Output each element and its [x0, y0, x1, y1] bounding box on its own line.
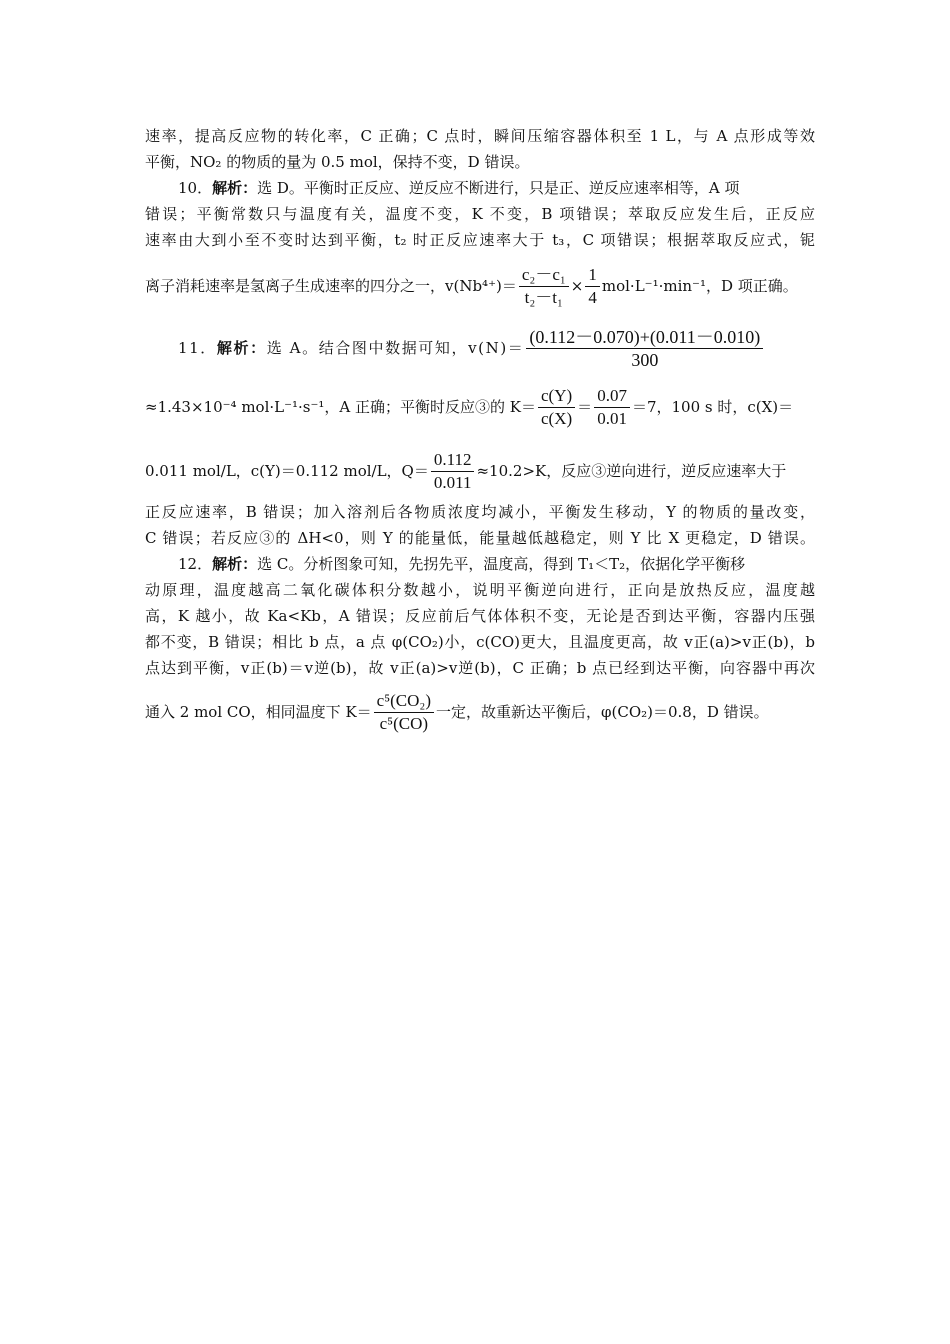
p11-line-1 — [178, 322, 815, 374]
times-sign: × — [570, 277, 584, 295]
quarter-numerator: 1 — [585, 264, 600, 287]
k-value-fraction — [594, 385, 630, 430]
p11-line-3 — [145, 444, 815, 498]
p12-line-2: 动原理，温度越高二氧化碳体积分数越小，说明平衡逆向进行，正向是放热反应，温度越 — [145, 581, 815, 599]
p10-text-1: 选 D。平衡时正反应、逆反应不断进行，只是正、逆反应速率相等，A 项 — [257, 179, 740, 197]
vn-fraction-denominator: 300 — [631, 349, 659, 370]
p12-line-5: 点达到平衡，v正(b)＝v逆(b)，故 v正(a)>v逆(b)，C 正确；b 点已经到达平衡，向容器中再次 — [145, 659, 815, 677]
k-fraction-denominator: c(X) — [541, 408, 573, 428]
vn-fraction — [526, 326, 763, 371]
p11-line-2 — [145, 380, 815, 434]
q-fraction-denominator: 0.011 — [433, 472, 472, 492]
k-co-denominator: c⁵(CO) — [379, 713, 429, 733]
p11-number: 11． — [178, 339, 217, 357]
rate-fraction-denominator: t₂－t₁ — [524, 287, 563, 307]
k-co-numerator: c⁵(CO₂) — [374, 690, 434, 713]
rate-fraction — [519, 264, 569, 309]
p11-text-1: 选 A。结合图中数据可知，v(N)＝ — [266, 339, 525, 357]
p11-text-3a: 0.011 mol/L，c(Y)＝0.112 mol/L，Q＝ — [145, 462, 429, 480]
p12-text-6a: 通入 2 mol CO，相同温度下 K＝ — [145, 703, 372, 721]
p12-text-6b: 一定，故重新达平衡后，φ(CO₂)＝0.8，D 错误。 — [436, 703, 769, 721]
p12-number: 12． — [178, 555, 213, 573]
p11-text-3b: ≈10.2>K，反应③逆向进行，逆反应速率大于 — [476, 462, 787, 480]
p11-text-2b: ＝7，100 s 时，c(X)＝ — [631, 398, 794, 416]
p12-text-1: 选 C。分析图象可知，先拐先平，温度高，得到 T₁＜T₂，依据化学平衡移 — [257, 555, 746, 573]
p9-line-2: 平衡，NO₂ 的物质的量为 0.5 mol，保持不变，D 错误。 — [145, 153, 530, 171]
p10-line-3: 速率由大到小至不变时达到平衡，t₂ 时正反应速率大于 t₃，C 项错误；根据萃取反应式，铌 — [145, 231, 815, 249]
p10-text-4b: mol·L⁻¹·min⁻¹，D 项正确。 — [601, 277, 798, 295]
p10-label: 解析： — [212, 179, 258, 197]
p10-line-4 — [145, 258, 815, 314]
p12-line-1 — [178, 554, 815, 574]
p10-line-1 — [178, 178, 815, 198]
equals-sign: ＝ — [577, 398, 593, 416]
p11-line-4: 正反应速率，B 错误；加入溶剂后各物质浓度均减小，平衡发生移动，Y 的物质的量改变， — [145, 503, 815, 521]
k-fraction-numerator: c(Y) — [538, 385, 575, 408]
p9-line-1: 速率，提高反应物的转化率，C 正确；C 点时，瞬间压缩容器体积至 1 L，与 A 点形成等效 — [145, 127, 815, 145]
rate-fraction-numerator: c₂－c₁ — [519, 264, 569, 287]
p10-text-4a: 离子消耗速率是氢离子生成速率的四分之一，v(Nb⁴⁺)＝ — [145, 277, 517, 295]
p10-number: 10． — [178, 179, 213, 197]
p11-label: 解析： — [216, 339, 267, 357]
quarter-fraction — [585, 264, 600, 309]
p12-line-3: 高，K 越小，故 Ka<Kb，A 错误；反应前后气体体积不变，无论是否到达平衡，容器内压强 — [145, 607, 815, 625]
q-fraction-numerator: 0.112 — [431, 449, 475, 472]
quarter-denominator: 4 — [588, 287, 597, 307]
p12-line-4: 都不变，B 错误；相比 b 点，a 点 φ(CO₂)小，c(CO)更大，且温度更高，故 v正(a)>v正(b)，b — [145, 633, 815, 651]
p12-label: 解析： — [212, 555, 258, 573]
k-value-denominator: 0.01 — [597, 408, 627, 428]
p11-text-2a: ≈1.43×10⁻⁴ mol·L⁻¹·s⁻¹，A 正确；平衡时反应③的 K＝ — [145, 398, 537, 416]
k-value-numerator: 0.07 — [594, 385, 630, 408]
vn-fraction-numerator: (0.112－0.070)+(0.011－0.010) — [526, 326, 763, 349]
q-fraction — [431, 449, 475, 494]
k-fraction — [538, 385, 575, 430]
k-co-fraction — [374, 690, 434, 735]
p10-line-2: 错误；平衡常数只与温度有关，温度不变，K 不变，B 项错误；萃取反应发生后，正反应 — [145, 205, 815, 223]
p12-line-6 — [145, 684, 815, 740]
p11-line-5: C 错误；若反应③的 ΔH<0，则 Y 的能量低，能量越低越稳定，则 Y 比 X 更稳定，D 错误。 — [145, 529, 815, 547]
